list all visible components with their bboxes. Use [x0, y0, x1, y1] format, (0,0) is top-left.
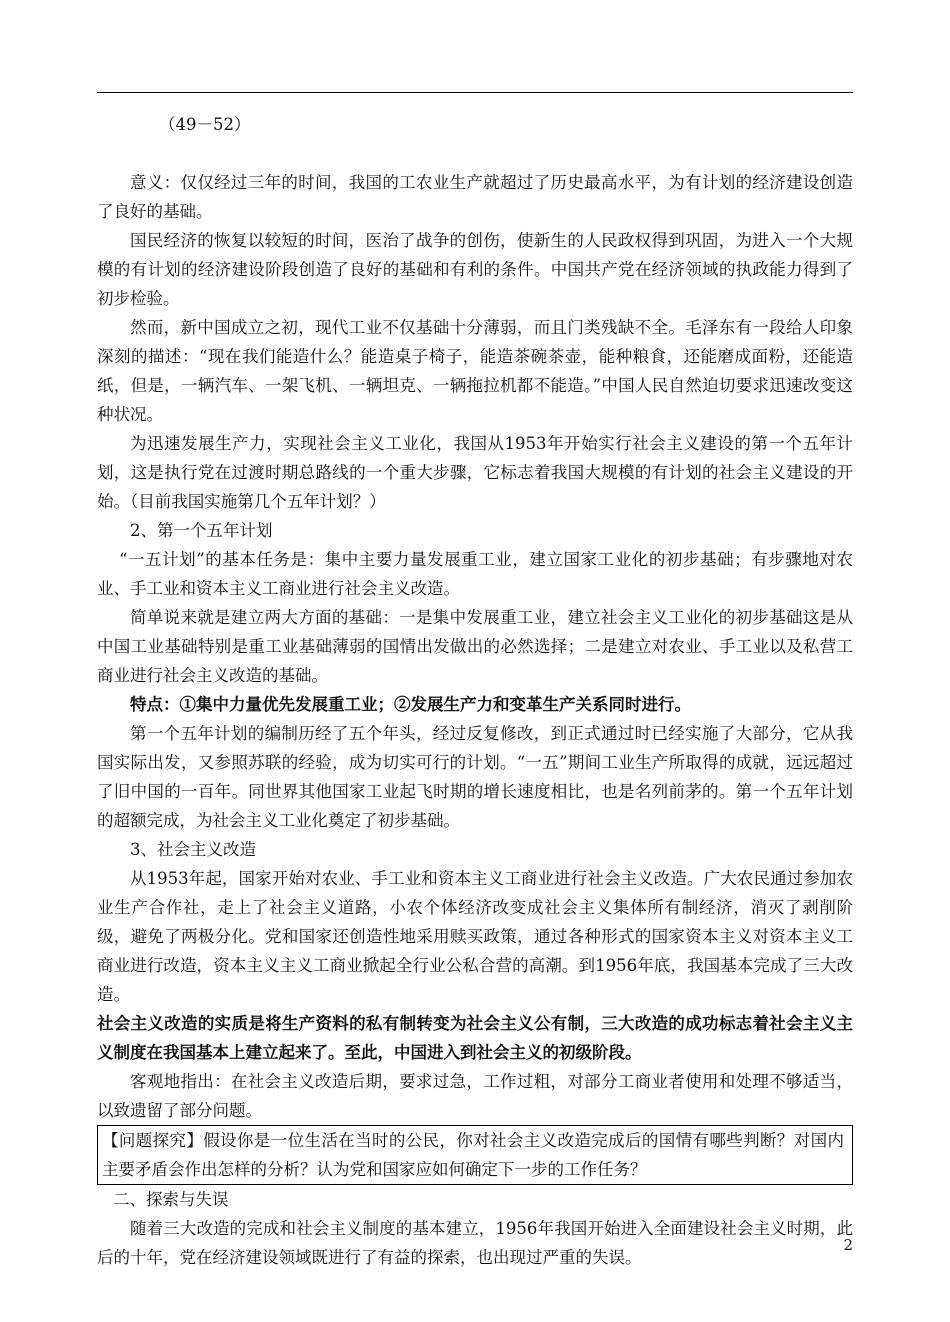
paragraph-two-foundations: 简单说来就是建立两大方面的基础：一是集中发展重工业，建立社会主义工业化的初步基础这是从中国工业基础特别是重工业基础薄弱的国情出发做出的必然选择；二是建立对农业、手工业以及私营工商业进行社会主义改造的基础。 — [97, 608, 853, 685]
document-body — [97, 100, 853, 1272]
paragraph-mao-quote: 然而，新中国成立之初，现代工业不仅基础十分薄弱，而且门类残缺不全。毛泽东有一段给人印象深刻的描述：“现在我们能造什么？能造桌子椅子，能造茶碗茶壶，能种粮食，还能磨成面粉，还能造纸，但是，一辆汽车、一架飞机、一辆坦克、一辆拖拉机都不能造。”中国人民自然迫切要求迅速改变这种状况。 — [97, 318, 853, 424]
paragraph-essence: 社会主义改造的实质是将生产资料的私有制转变为社会主义公有制，三大改造的成功标志着社会主义主义制度在我国基本上建立起来了。至此，中国进入到社会主义的初级阶段。 — [97, 1014, 853, 1062]
question-text: 【问题探究】假设你是一位生活在当时的公民，你对社会主义改造完成后的国情有哪些判断？对国内主要矛盾会作出怎样的分析？认为党和国家应如何确定下一步的工作任务？ — [102, 1131, 844, 1179]
paragraph-plan-history: 第一个五年计划的编制历经了五个年头，经过反复修改，到正式通过时已经实施了大部分，它从我国实际出发，又参照苏联的经验，成为切实可行的计划。“一五”期间工业生产所取得的成就，远远超过了旧中国的一百年。同世界其他国家工业起飞时期的增长速度相比，也是名列前茅的。第一个五年计划的超额完成，为社会主义工业化奠定了初步基础。 — [97, 724, 853, 830]
paragraph-features: 特点：①集中力量优先发展重工业；②发展生产力和变革生产关系同时进行。 — [130, 695, 691, 714]
heading-socialist-transformation: 3、社会主义改造 — [130, 840, 256, 859]
paragraph-transformation: 从1953年起，国家开始对农业、手工业和资本主义工商业进行社会主义改造。广大农民通过参加农业生产合作社，走上了社会主义道路，小农个体经济改变成社会主义集体所有制经济，消灭了剥削阶级，避免了两极分化。党和国家还创造性地采用赎买政策，通过各种形式的国家资本主义对资本主义工商业进行改造，资本主义主义工商业掀起全行业公私合营的高潮。到1956年底，我国基本完成了三大改造。 — [97, 869, 853, 1004]
heading-first-five-year-plan: 2、第一个五年计划 — [130, 521, 273, 540]
page-number: 2 — [843, 1236, 853, 1254]
paragraph-recovery: 国民经济的恢复以较短的时间，医治了战争的创伤，使新生的人民政权得到巩固，为进入一个大规模的有计划的经济建设阶段创造了良好的基础和有利的条件。中国共产党在经济领域的执政能力得到了初步检验。 — [97, 231, 853, 308]
header-rule — [97, 92, 853, 93]
paragraph-exploration: 随着三大改造的完成和社会主义制度的基本建立，1956年我国开始进入全面建设社会主义时期，此后的十年，党在经济建设领域既进行了有益的探索，也出现过严重的失误。 — [97, 1219, 853, 1267]
paragraph-basic-task: “一五计划”的基本任务是：集中主要力量发展重工业，建立国家工业化的初步基础；有步骤地对农业、手工业和资本主义工商业进行社会主义改造。 — [97, 550, 853, 598]
paragraph-objective-note: 客观地指出：在社会主义改造后期，要求过急，工作过粗，对部分工商业者使用和处理不够适当，以致遗留了部分问题。 — [97, 1072, 853, 1120]
page-reference: （49－52） — [159, 115, 251, 134]
paragraph-significance: 意义：仅仅经过三年的时间，我国的工农业生产就超过了历史最高水平，为有计划的经济建设创造了良好的基础。 — [97, 173, 853, 221]
section-title: 二、探索与失误 — [113, 1190, 229, 1209]
question-box — [97, 1125, 853, 1185]
paragraph-five-year-plan-intro: 为迅速发展生产力，实现社会主义工业化，我国从1953年开始实行社会主义建设的第一个五年计划，这是执行党在过渡时期总路线的一个重大步骤，它标志着我国大规模的有计划的社会主义建设的开始。（目前我国实施第几个五年计划？） — [97, 434, 853, 511]
